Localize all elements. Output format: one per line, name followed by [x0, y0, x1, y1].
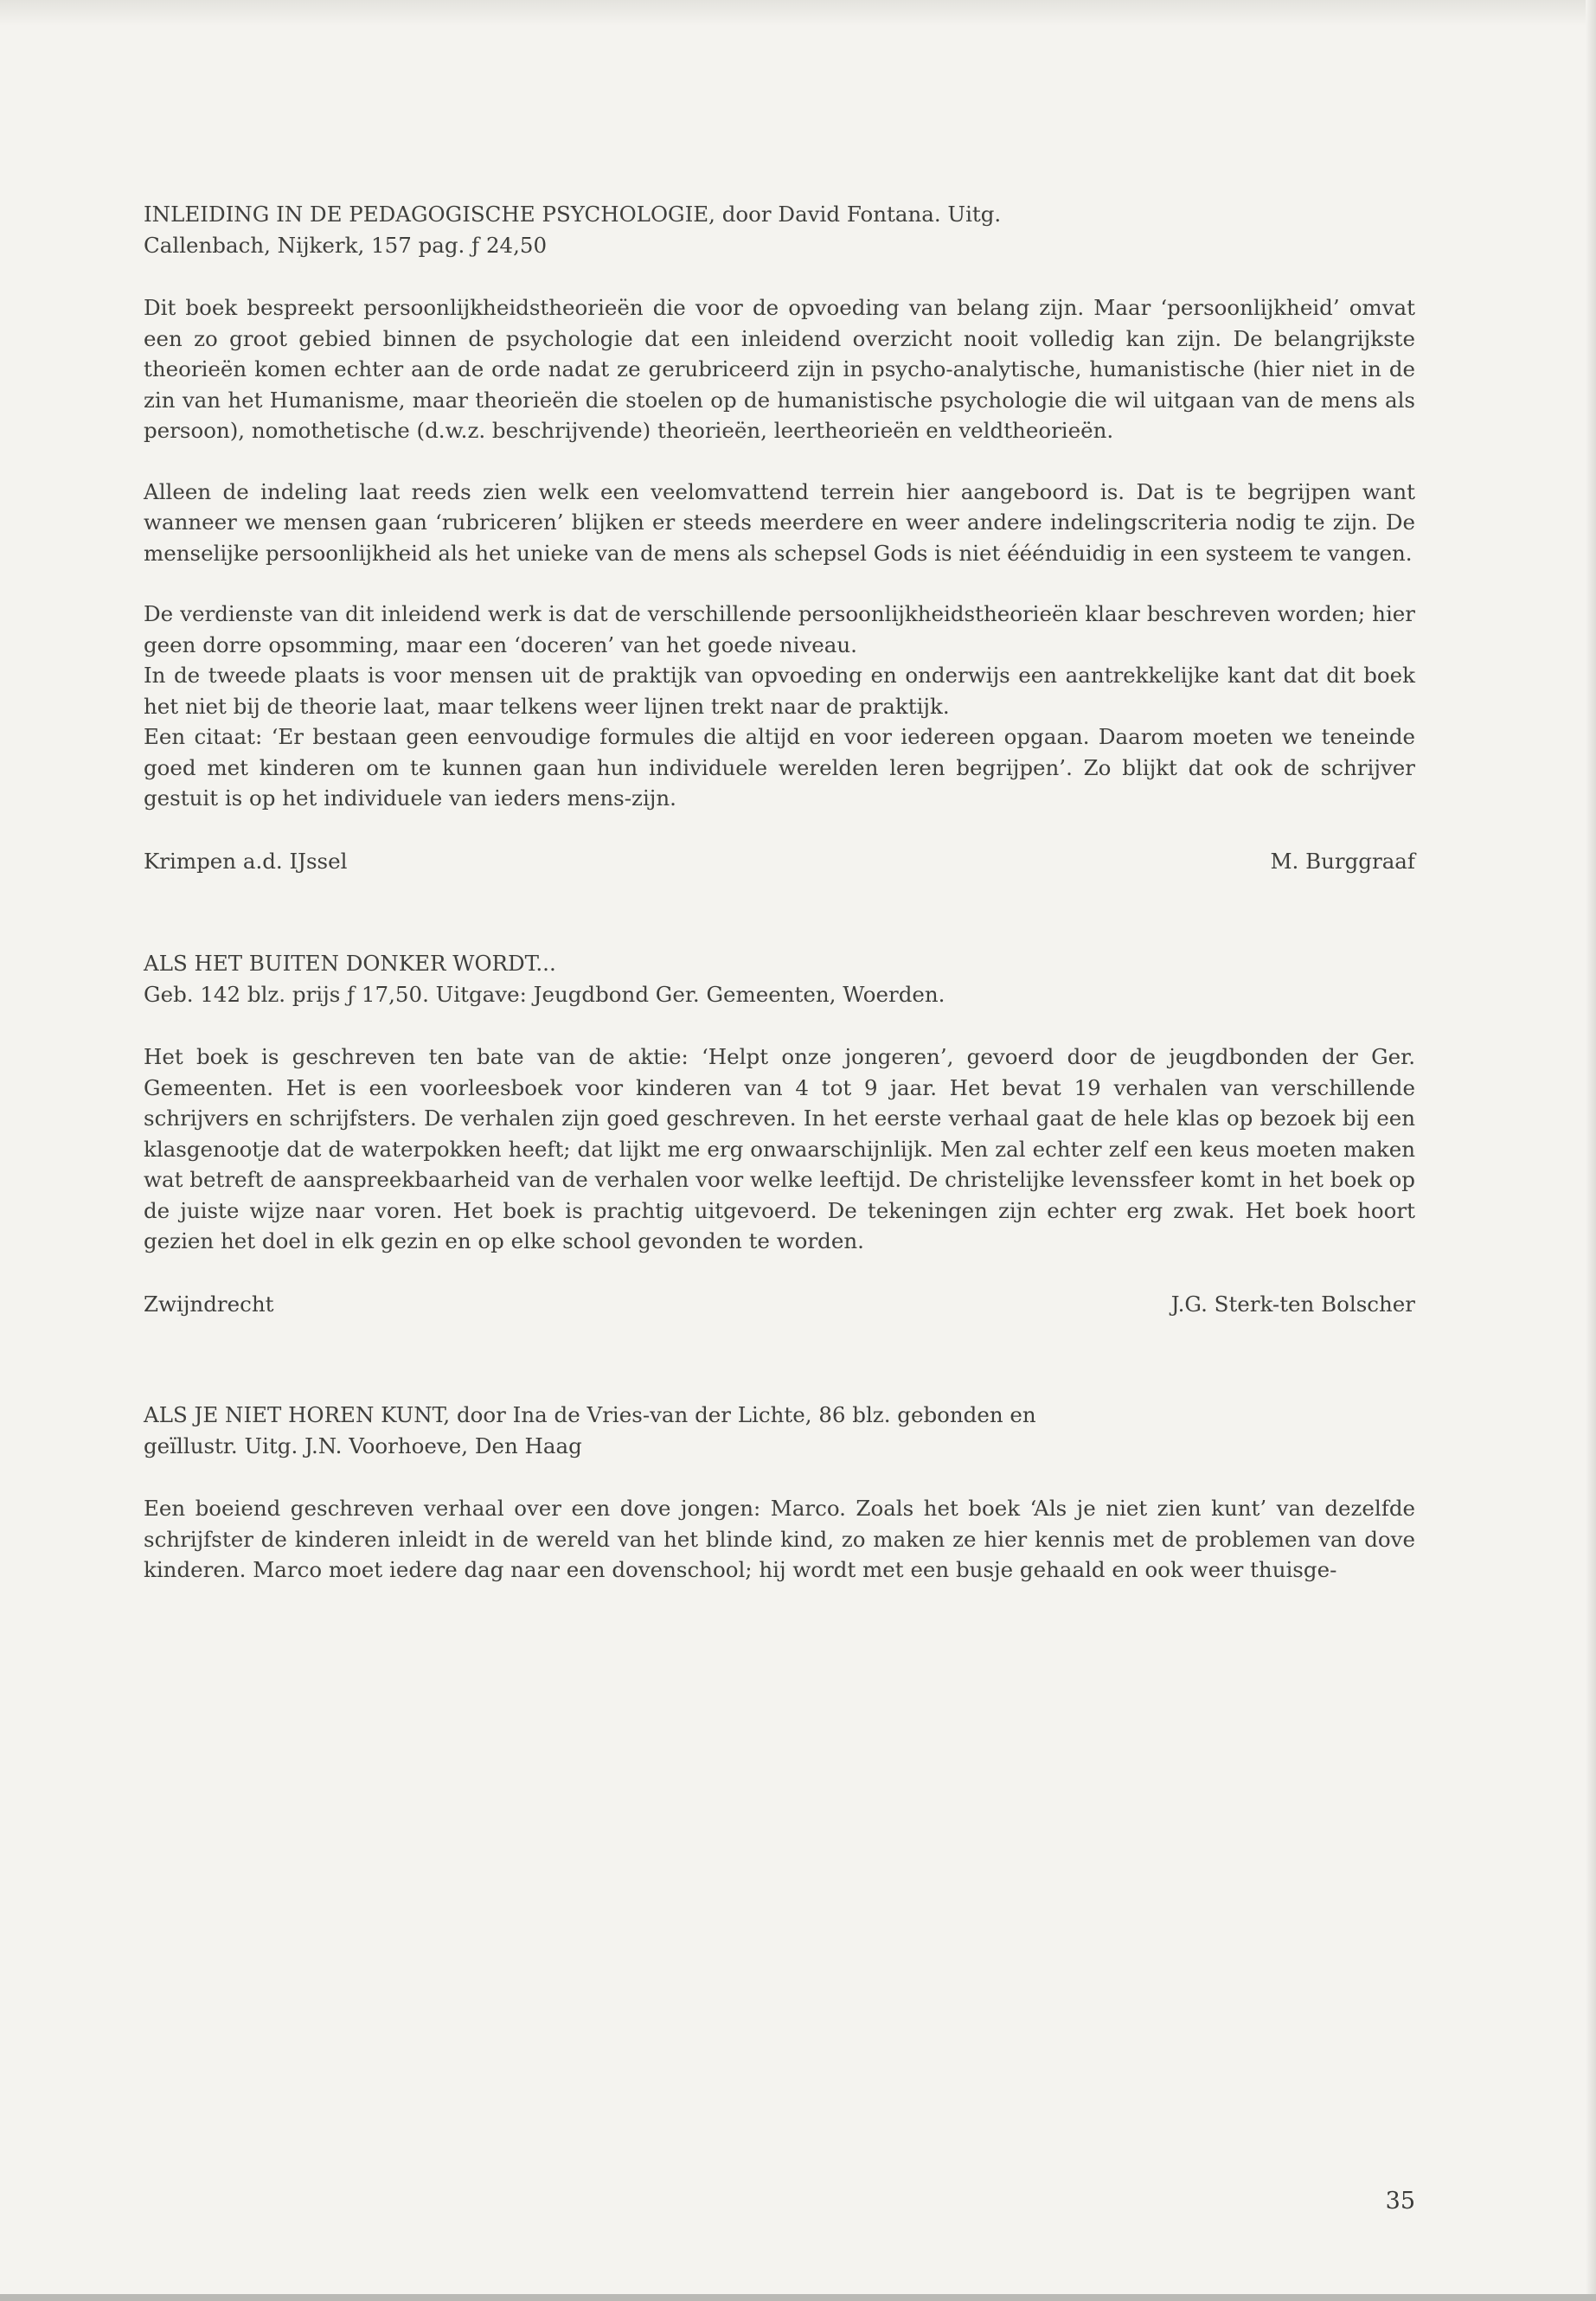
review-signoff — [144, 1289, 1415, 1320]
review-als-het-buiten-donker-wordt — [144, 948, 1415, 1319]
heading-title-line: ALS HET BUITEN DONKER WORDT... — [144, 951, 556, 976]
review-paragraph: Een boeiend geschreven verhaal over een dove jongen: Marco. Zoals het boek ‘Als je niet zien kunt’ van dezelfde schrijfster de kinderen inleidt in de wereld van het blinde kind, zo maken ze hier kennis met de problemen van dove kinderen. Marco moet iedere dag naar een dovenschool; hij wordt met een busje gehaald en ook weer thuisge- — [144, 1496, 1415, 1582]
review-signoff — [144, 846, 1415, 877]
heading-publisher-line: geïllustr. Uitg. J.N. Voorhoeve, Den Haag — [144, 1433, 582, 1458]
heading-title-line: ALS JE NIET HOREN KUNT, door Ina de Vries-van der Lichte, 86 blz. gebonden en — [144, 1402, 1036, 1427]
heading-title-line: INLEIDING IN DE PEDAGOGISCHE PSYCHOLOGIE, door David Fontana. Uitg. — [144, 202, 1002, 227]
reviewer-name: M. Burggraaf — [1270, 848, 1415, 874]
review-paragraph: In de tweede plaats is voor mensen uit de praktijk van opvoeding en onderwijs een aantrekkelijke kant dat dit boek het niet bij de theorie laat, maar telkens weer lijnen trekt naar de praktijk. — [144, 663, 1415, 719]
reviewer-place: Zwijndrecht — [144, 1291, 274, 1317]
review-paragraph: Alleen de indeling laat reeds zien welk een veelomvattend terrein hier aangeboord is. Dat is te begrijpen want wanneer we mensen gaan ‘rubriceren’ blijken er steeds meerdere en weer andere indelingscriteria nodig te zijn. De menselijke persoonlijkheid als het unieke van de mens als schepsel Gods is niet ééénduidig in een systeem te vangen. — [144, 478, 1415, 566]
heading-publisher-line: Callenbach, Nijkerk, 157 pag. ƒ 24,50 — [144, 232, 548, 258]
review-heading — [144, 199, 1415, 260]
page-number: 35 — [1385, 2188, 1415, 2214]
review-paragraph: Dit boek bespreekt persoonlijkheidstheorieën die voor de opvoeding van belang zijn. Maar ‘persoonlijkheid’ omvat een zo groot gebied binnen de psychologie dat een inleidend overzicht nooit volledig kan zijn. De belangrijkste theorieën komen echter aan de orde nadat ze gerubriceerd zijn in psycho-analytische, humanistische (hier niet in de zin van het Humanisme, maar theorieën die stoelen op de humanistische psychologie die wil uitgaan van de mens als persoon), nomothetische (d.w.z. beschrijvende) theorieën, leertheorieën en veldtheorieën. — [144, 295, 1415, 443]
heading-publisher-line: Geb. 142 blz. prijs ƒ 17,50. Uitgave: Jeugdbond Ger. Gemeenten, Woerden. — [144, 981, 945, 1007]
review-heading — [144, 948, 1415, 1009]
text-column — [144, 199, 1415, 1586]
reviewer-name: J.G. Sterk-ten Bolscher — [1170, 1291, 1415, 1317]
reviewer-place: Krimpen a.d. IJssel — [144, 848, 348, 874]
review-paragraph: De verdienste van dit inleidend werk is dat de verschillende persoonlijkheidstheorieën klaar beschreven worden; hier geen dorre opsomming, maar een ‘doceren’ van het goede niveau. — [144, 601, 1415, 657]
page-top-shadow — [0, 0, 1596, 26]
review-als-je-niet-horen-kunt — [144, 1400, 1415, 1586]
review-paragraph: Een citaat: ‘Er bestaan geen eenvoudige formules die altijd en voor iedereen opgaan. Daarom moeten we teneinde goed met kinderen om te kunnen gaan hun individuele werelden leren begrijpen’. Zo blijkt dat ook de schrijver gestuit is op het individuele van ieders mens-zijn. — [144, 724, 1415, 811]
review-paragraph: Het boek is geschreven ten bate van de aktie: ‘Helpt onze jongeren’, gevoerd door de jeugdbonden der Ger. Gemeenten. Het is een voorleesboek voor kinderen van 4 tot 9 jaar. Het bevat 19 verhalen van verschillende schrijvers en schrijfsters. De verhalen zijn goed geschreven. In het eerste verhaal gaat de hele klas op bezoek bij een klasgenootje dat de waterpokken heeft; dat lijkt me erg onwaarschijnlijk. Men zal echter zelf een keus moeten maken wat betreft de aanspreekbaarheid van de verhalen voor welke leeftijd. De christelijke levenssfeer komt in het boek op de juiste wijze naar voren. Het boek is prachtig uitgevoerd. De tekeningen zijn echter erg zwak. Het boek hoort gezien het doel in elk gezin en op elke school gevonden te worden. — [144, 1044, 1415, 1253]
review-heading — [144, 1400, 1415, 1461]
page-bottom-edge — [0, 2294, 1596, 2301]
review-pedagogische-psychologie — [144, 199, 1415, 876]
page-right-shadow — [1586, 0, 1596, 2301]
